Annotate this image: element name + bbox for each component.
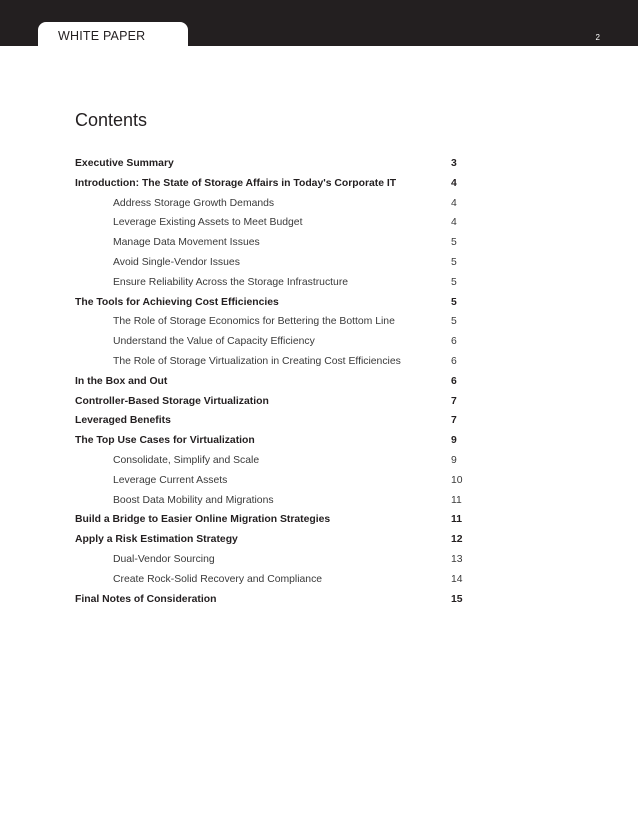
toc-entry-page: 6 bbox=[451, 336, 457, 348]
toc-entry-title: Controller-Based Storage Virtualization bbox=[75, 395, 269, 407]
toc-subsection[interactable] bbox=[75, 332, 465, 352]
page-number: 2 bbox=[595, 33, 600, 42]
toc-entry-title: Leverage Existing Assets to Meet Budget bbox=[113, 217, 303, 229]
toc-subsection[interactable] bbox=[75, 570, 465, 590]
toc-entry-page: 3 bbox=[451, 158, 457, 169]
toc-entry-title: Build a Bridge to Easier Online Migration Strategies bbox=[75, 514, 331, 526]
contents-heading: Contents bbox=[75, 110, 148, 130]
toc-entry-title: The Role of Storage Economics for Bettering the Bottom Line bbox=[113, 316, 395, 328]
toc-entry-page: 4 bbox=[451, 177, 457, 189]
toc-entry-title: Understand the Value of Capacity Efficiency bbox=[113, 336, 315, 348]
document-type-text: WHITE PAPER bbox=[58, 29, 146, 43]
toc-section[interactable] bbox=[75, 590, 465, 610]
toc-entry-title: Leveraged Benefits bbox=[75, 415, 171, 427]
toc-entry-title: The Role of Storage Virtualization in Creating Cost Efficiencies bbox=[113, 355, 401, 367]
toc-subsection[interactable] bbox=[75, 194, 465, 214]
toc-subsection[interactable] bbox=[75, 233, 465, 253]
toc-entry-title: Apply a Risk Estimation Strategy bbox=[75, 534, 238, 546]
toc-section[interactable] bbox=[75, 510, 465, 530]
toc-entry-page: 11 bbox=[451, 514, 462, 526]
toc-section[interactable] bbox=[75, 392, 465, 412]
toc-entry-title: The Tools for Achieving Cost Efficiencies bbox=[75, 296, 279, 308]
toc-entry-page: 14 bbox=[451, 573, 463, 585]
toc-entry-title: Avoid Single-Vendor Issues bbox=[113, 256, 240, 268]
toc-entry-title: In the Box and Out bbox=[75, 375, 168, 387]
table-of-contents bbox=[75, 154, 465, 609]
toc-section[interactable] bbox=[75, 530, 465, 550]
toc-entry-page: 6 bbox=[451, 355, 457, 367]
toc-entry-title: Final Notes of Consideration bbox=[75, 593, 217, 605]
toc-subsection[interactable] bbox=[75, 491, 465, 511]
toc-entry-title: Dual-Vendor Sourcing bbox=[113, 553, 215, 565]
toc-section[interactable] bbox=[75, 154, 465, 174]
toc-entry-page: 5 bbox=[451, 256, 457, 268]
toc-section[interactable] bbox=[75, 372, 465, 392]
toc-entry-title: Executive Summary bbox=[75, 158, 174, 169]
toc-section[interactable] bbox=[75, 411, 465, 431]
toc-entry-title: The Top Use Cases for Virtualization bbox=[75, 435, 255, 447]
toc-entry-page: 10 bbox=[451, 474, 463, 486]
document-type-label bbox=[58, 29, 145, 43]
toc-entry-page: 6 bbox=[451, 375, 457, 387]
toc-entry-page: 4 bbox=[451, 197, 457, 209]
toc-entry-page: 5 bbox=[451, 237, 457, 249]
toc-entry-title: Ensure Reliability Across the Storage Infrastructure bbox=[113, 276, 349, 288]
toc-entry-title: Introduction: The State of Storage Affairs in Today's Corporate IT bbox=[75, 177, 397, 189]
toc-subsection[interactable] bbox=[75, 273, 465, 293]
toc-entry-page: 12 bbox=[451, 534, 463, 546]
toc-entry-page: 9 bbox=[451, 454, 457, 466]
toc-entry-title: Boost Data Mobility and Migrations bbox=[113, 494, 274, 506]
toc-entry-page: 9 bbox=[451, 435, 457, 447]
toc-entry-title: Leverage Current Assets bbox=[113, 474, 228, 486]
toc-entry-page: 5 bbox=[451, 296, 457, 308]
toc-entry-page: 15 bbox=[451, 593, 463, 605]
toc-section[interactable] bbox=[75, 174, 465, 194]
toc-entry-title: Consolidate, Simplify and Scale bbox=[113, 454, 260, 466]
toc-entry-page: 4 bbox=[451, 217, 457, 229]
toc-subsection[interactable] bbox=[75, 451, 465, 471]
toc-entry-page: 11 bbox=[451, 494, 462, 506]
toc-entry-page: 5 bbox=[451, 276, 457, 288]
toc-entry-page: 13 bbox=[451, 553, 463, 565]
toc-subsection[interactable] bbox=[75, 253, 465, 273]
toc-entry-page: 7 bbox=[451, 415, 457, 427]
toc-subsection[interactable] bbox=[75, 471, 465, 491]
toc-subsection[interactable] bbox=[75, 352, 465, 372]
toc-subsection[interactable] bbox=[75, 550, 465, 570]
toc-entry-page: 5 bbox=[451, 316, 457, 328]
toc-section[interactable] bbox=[75, 293, 465, 313]
toc-entry-page: 7 bbox=[451, 395, 457, 407]
toc-entry-title: Manage Data Movement Issues bbox=[113, 237, 260, 249]
toc-entry-title: Address Storage Growth Demands bbox=[113, 197, 275, 209]
toc-subsection[interactable] bbox=[75, 312, 465, 332]
toc-entry-title: Create Rock-Solid Recovery and Compliance bbox=[113, 573, 323, 585]
toc-subsection[interactable] bbox=[75, 213, 465, 233]
toc-section[interactable] bbox=[75, 431, 465, 451]
